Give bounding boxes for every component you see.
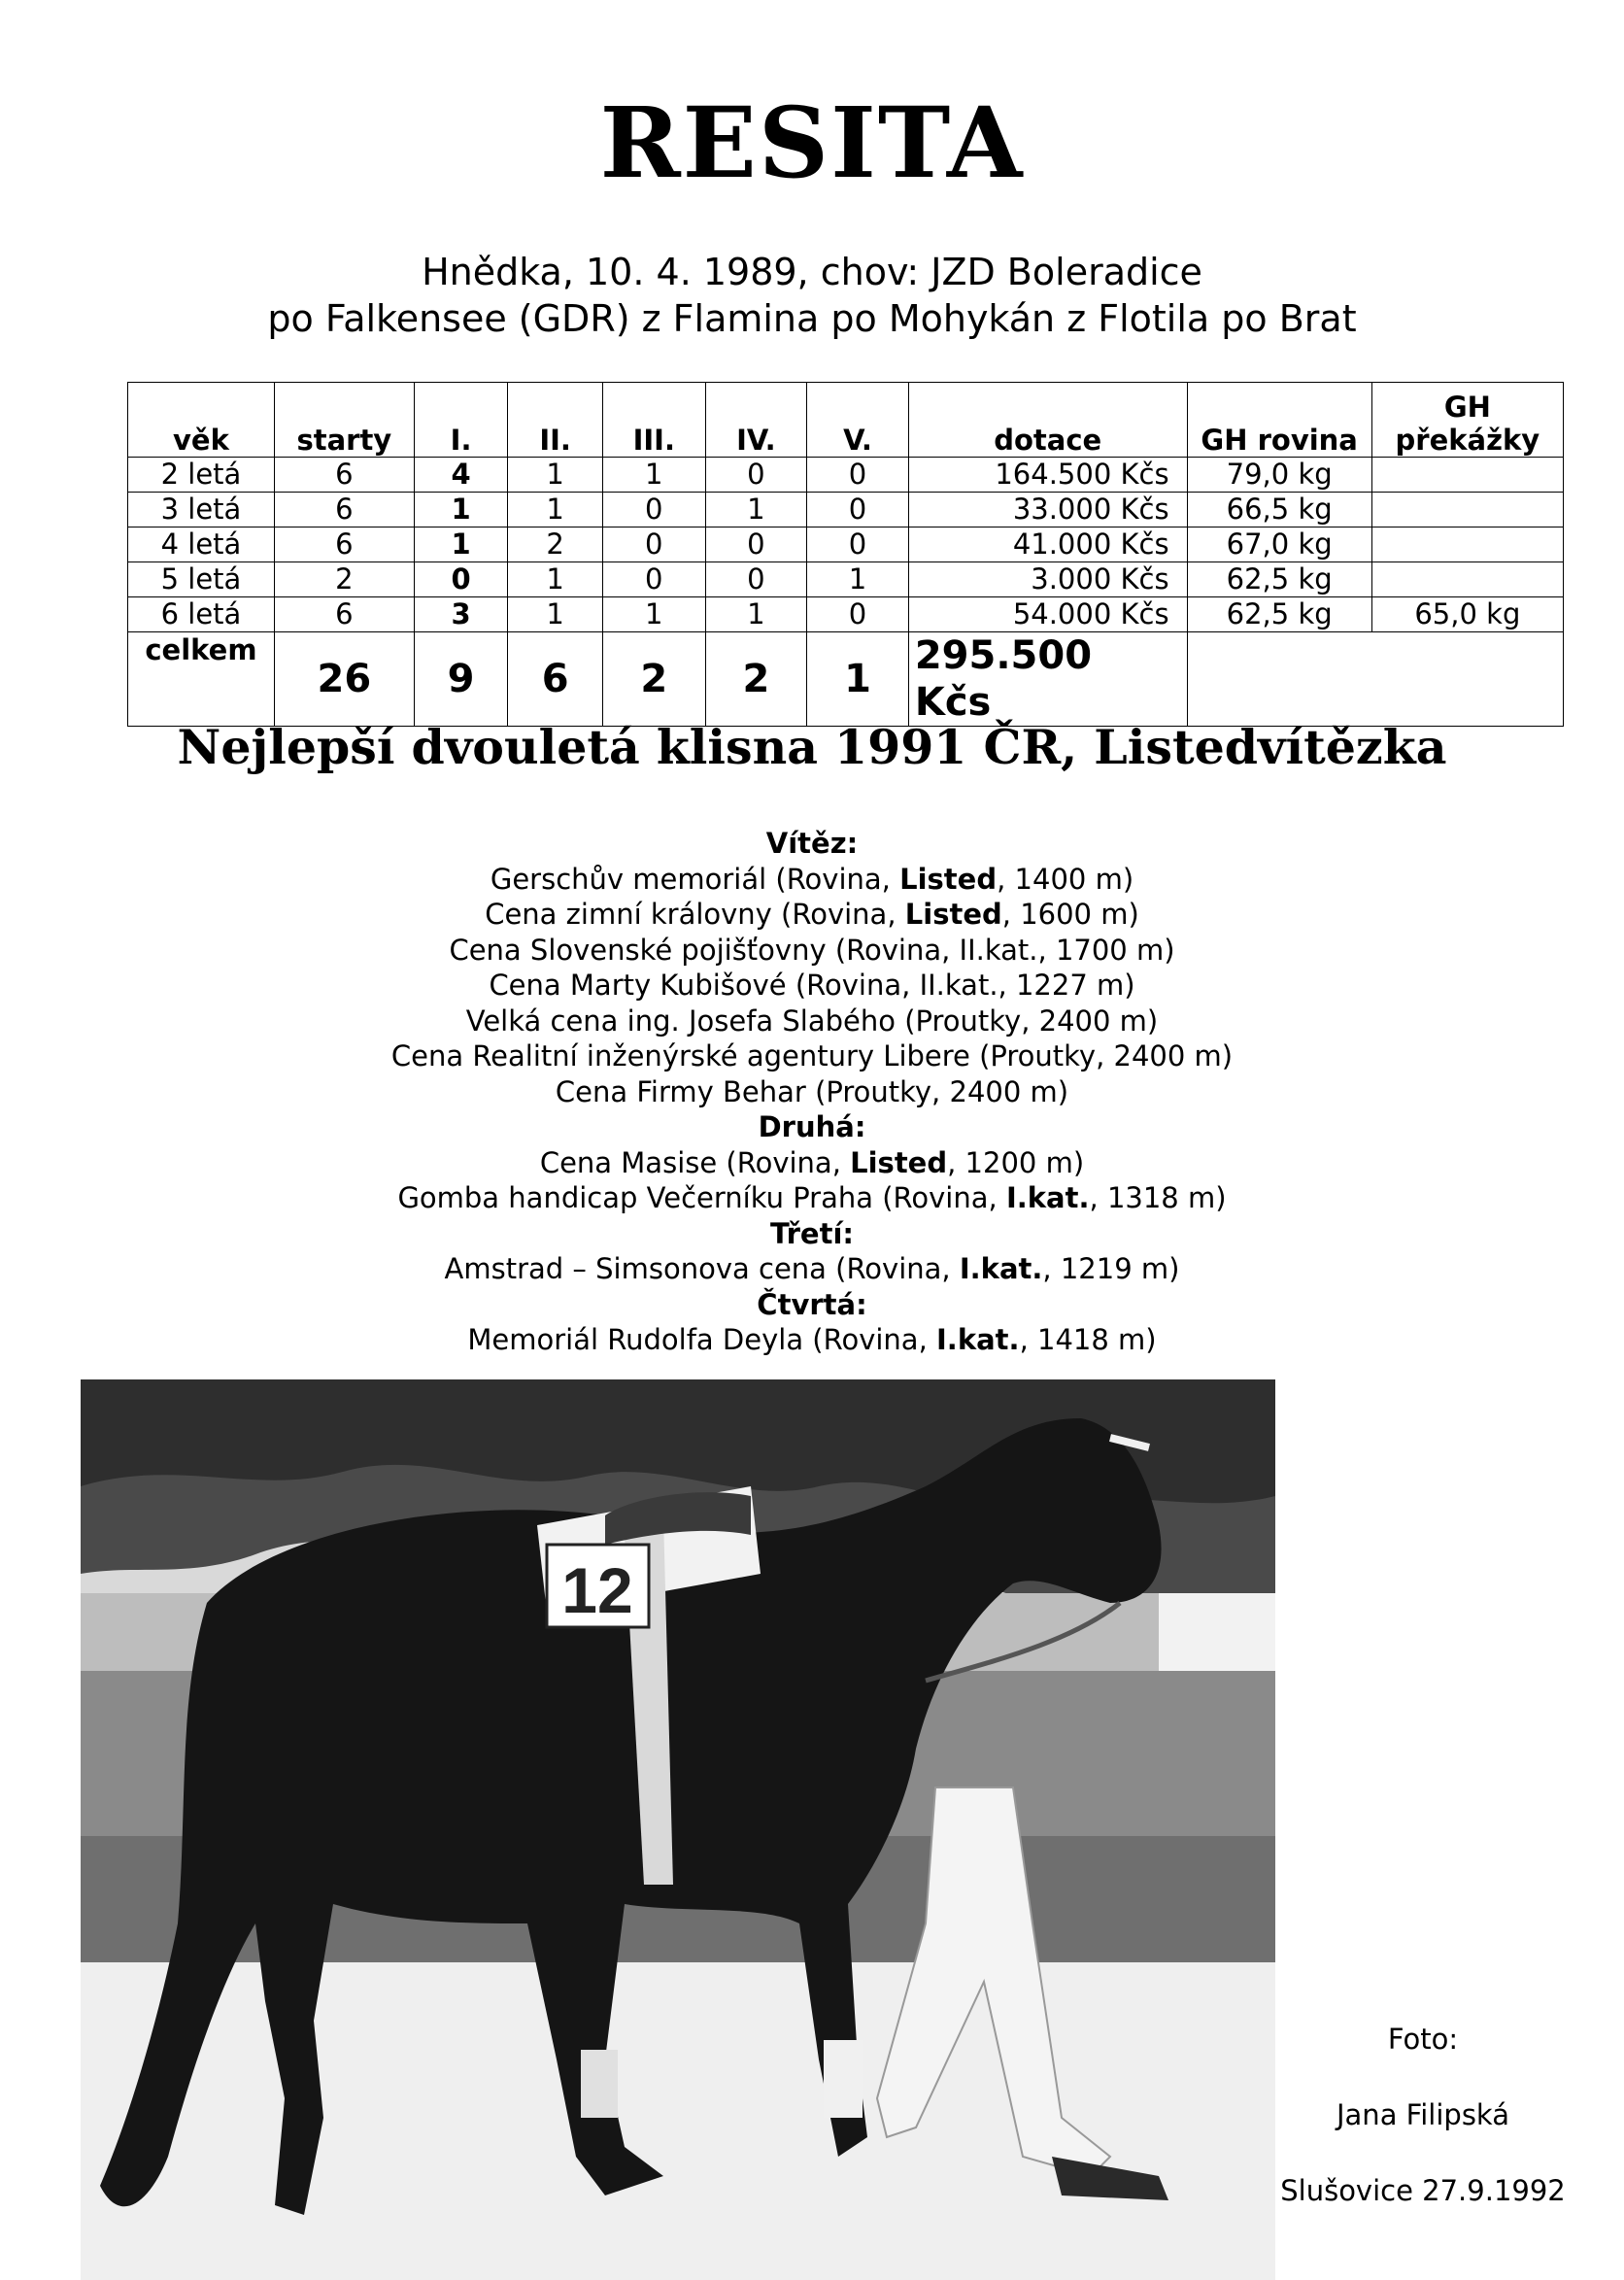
table-cell: 0 — [807, 597, 909, 632]
horse-photo — [81, 1379, 1275, 2280]
header-prize-money: dotace — [908, 383, 1187, 458]
result-item — [0, 1074, 1624, 1110]
table-cell: 4 — [414, 458, 508, 493]
result-item — [0, 1180, 1624, 1216]
header-starts: starty — [274, 383, 414, 458]
table-cell: 1 — [602, 597, 705, 632]
table-cell — [1371, 527, 1563, 562]
header-first: I. — [414, 383, 508, 458]
table-cell: 164.500 Kčs — [908, 458, 1187, 493]
table-total-cell: 2 — [602, 632, 705, 727]
table-cell: 1 — [414, 527, 508, 562]
result-item — [0, 1038, 1624, 1074]
table-cell: 2 letá — [128, 458, 275, 493]
result-group-heading: Vítěz: — [765, 827, 859, 860]
race-text: Gerschův memoriál (Rovina, — [490, 862, 900, 896]
table-cell: 0 — [807, 527, 909, 562]
result-item — [0, 933, 1624, 969]
photo-credit-author: Jana Filipská — [1336, 2098, 1509, 2131]
result-group-heading: Třetí: — [770, 1216, 854, 1250]
table-row — [128, 458, 1564, 493]
result-item — [0, 1145, 1624, 1181]
table-cell — [1371, 458, 1563, 493]
race-class: I.kat. — [959, 1252, 1043, 1285]
table-cell — [1371, 562, 1563, 597]
table-cell: 1 — [508, 562, 603, 597]
table-total-cell: 295.500 Kčs — [908, 632, 1187, 727]
table-cell: 0 — [602, 562, 705, 597]
table-cell: 54.000 Kčs — [908, 597, 1187, 632]
race-text: Cena Marty Kubišové (Rovina, II.kat., 1227 m) — [489, 969, 1135, 1002]
table-total-cell: 26 — [274, 632, 414, 727]
table-total-cell — [1371, 632, 1563, 727]
table-cell: 33.000 Kčs — [908, 493, 1187, 527]
table-cell: 2 — [274, 562, 414, 597]
header-gh-hurdles: GH překážky — [1371, 383, 1563, 458]
photo-credit-place-date: Slušovice 27.9.1992 — [1280, 2174, 1566, 2207]
table-row — [128, 562, 1564, 597]
race-text: Cena Realitní inženýrské agentury Libere (Proutky, 2400 m) — [390, 1039, 1234, 1072]
header-age: věk — [128, 383, 275, 458]
race-class: Listed — [850, 1145, 948, 1179]
photo-credit-label: Foto: — [1387, 2023, 1459, 2056]
table-cell: 62,5 kg — [1187, 597, 1371, 632]
table-cell: 62,5 kg — [1187, 562, 1371, 597]
table-total-cell — [1187, 632, 1371, 727]
table-header-row — [128, 383, 1564, 458]
race-text: Cena Slovenské pojišťovny (Rovina, II.kat., 1700 m) — [449, 933, 1175, 967]
table-cell: 3 — [414, 597, 508, 632]
table-cell: 1 — [602, 458, 705, 493]
result-item — [0, 1322, 1624, 1358]
header-gh-flat: GH rovina — [1187, 383, 1371, 458]
race-text: Memoriál Rudolfa Deyla (Rovina, — [467, 1323, 937, 1356]
table-total-cell: 2 — [705, 632, 807, 727]
table-cell: 1 — [807, 562, 909, 597]
race-text: , 1600 m) — [1001, 898, 1139, 931]
race-text: Cena zimní královny (Rovina, — [485, 898, 905, 931]
table-cell: 79,0 kg — [1187, 458, 1371, 493]
table-cell: 0 — [705, 562, 807, 597]
table-cell: 1 — [508, 597, 603, 632]
race-record-table — [127, 382, 1564, 727]
table-cell: 0 — [807, 493, 909, 527]
table-cell: 0 — [602, 527, 705, 562]
race-text: , 1400 m) — [997, 862, 1134, 896]
table-cell: 6 — [274, 597, 414, 632]
header-fourth: IV. — [705, 383, 807, 458]
table-cell: 1 — [705, 493, 807, 527]
table-cell: 1 — [508, 493, 603, 527]
header-third: III. — [602, 383, 705, 458]
saddle-cloth-number: 12 — [561, 1554, 633, 1626]
table-total-cell: 9 — [414, 632, 508, 727]
header-second: II. — [508, 383, 603, 458]
table-cell: 0 — [807, 458, 909, 493]
table-cell: 0 — [414, 562, 508, 597]
race-text: Velká cena ing. Josefa Slabého (Proutky, 2400 m) — [465, 1004, 1159, 1038]
result-group-heading: Druhá: — [758, 1110, 866, 1143]
pedigree-line: po Falkensee (GDR) z Flamina po Mohykán z Flotila po Brat — [267, 297, 1357, 340]
table-total-row — [128, 632, 1564, 727]
result-group-heading: Čtvrtá: — [757, 1287, 867, 1321]
race-text: Gomba handicap Večerníku Praha (Rovina, — [397, 1181, 1006, 1214]
race-class: Listed — [904, 898, 1002, 931]
table-total-cell: celkem — [128, 632, 275, 727]
race-class: I.kat. — [1005, 1181, 1090, 1214]
result-item — [0, 968, 1624, 1004]
result-item — [0, 862, 1624, 898]
table-cell: 6 letá — [128, 597, 275, 632]
table-row — [128, 493, 1564, 527]
table-row — [128, 527, 1564, 562]
header-fifth: V. — [807, 383, 909, 458]
table-cell: 4 letá — [128, 527, 275, 562]
table-cell: 2 — [508, 527, 603, 562]
achievement-heading: Nejlepší dvouletá klisna 1991 ČR, Listedvítězka — [177, 719, 1447, 775]
table-total-cell: 6 — [508, 632, 603, 727]
horse-info-line: Hnědka, 10. 4. 1989, chov: JZD Boleradice — [422, 251, 1202, 293]
result-item — [0, 1004, 1624, 1039]
page-title: RESITA — [599, 85, 1025, 200]
result-item — [0, 1251, 1624, 1287]
race-text: Cena Firmy Behar (Proutky, 2400 m) — [555, 1074, 1069, 1108]
table-cell: 41.000 Kčs — [908, 527, 1187, 562]
table-cell — [1371, 493, 1563, 527]
table-cell: 0 — [705, 458, 807, 493]
race-text: Cena Masise (Rovina, — [539, 1145, 851, 1179]
result-item — [0, 897, 1624, 933]
race-text: , 1318 m) — [1089, 1181, 1227, 1214]
table-cell: 0 — [705, 527, 807, 562]
table-cell: 65,0 kg — [1371, 597, 1563, 632]
race-text: , 1418 m) — [1019, 1323, 1157, 1356]
table-cell: 1 — [705, 597, 807, 632]
race-results-list — [0, 826, 1624, 1358]
table-cell: 3.000 Kčs — [908, 562, 1187, 597]
race-text: , 1219 m) — [1042, 1252, 1180, 1285]
race-class: Listed — [899, 862, 998, 896]
table-cell: 0 — [602, 493, 705, 527]
table-total-cell: 1 — [807, 632, 909, 727]
table-cell: 67,0 kg — [1187, 527, 1371, 562]
table-cell: 6 — [274, 527, 414, 562]
race-class: I.kat. — [936, 1323, 1020, 1356]
table-cell: 6 — [274, 493, 414, 527]
race-text: Amstrad – Simsonova cena (Rovina, — [444, 1252, 960, 1285]
table-cell: 66,5 kg — [1187, 493, 1371, 527]
table-row — [128, 597, 1564, 632]
table-cell: 5 letá — [128, 562, 275, 597]
table-cell: 1 — [508, 458, 603, 493]
table-cell: 3 letá — [128, 493, 275, 527]
table-cell: 6 — [274, 458, 414, 493]
table-cell: 1 — [414, 493, 508, 527]
race-text: , 1200 m) — [947, 1145, 1085, 1179]
